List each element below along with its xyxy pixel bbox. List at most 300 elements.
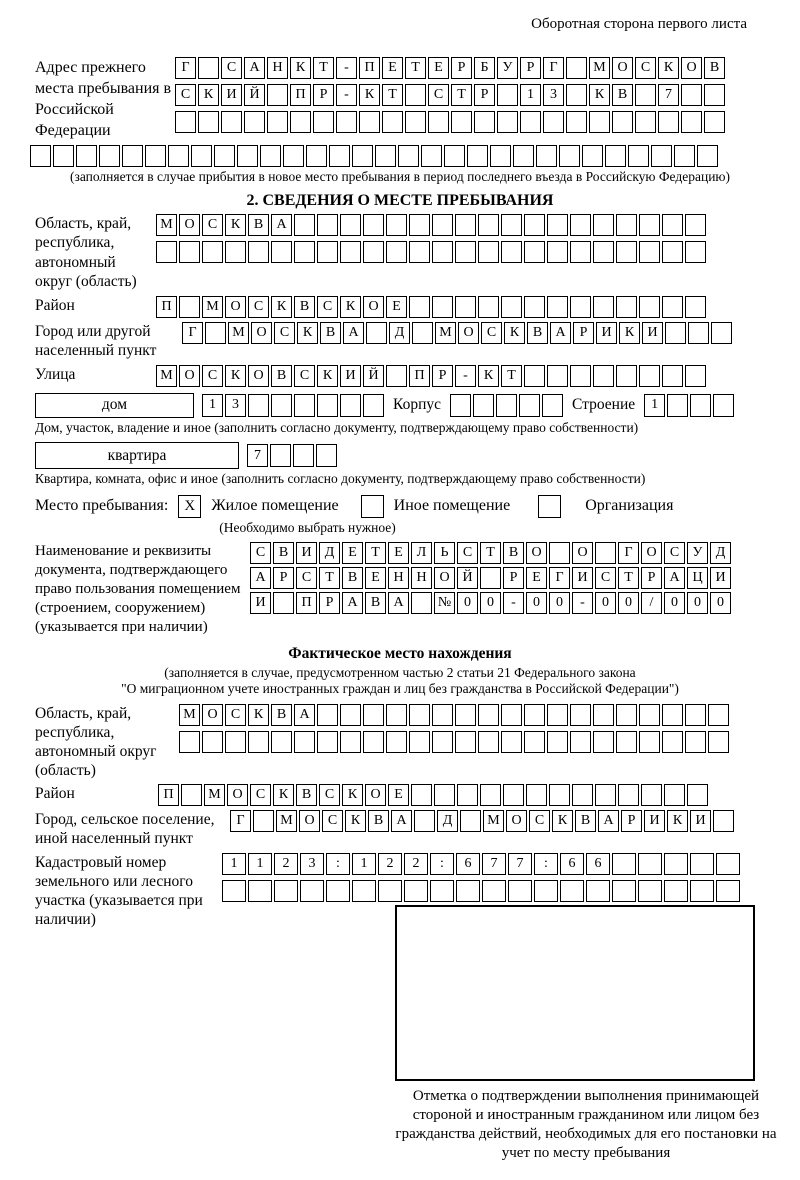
char-cell (639, 214, 660, 236)
char-cell: Д (437, 810, 458, 832)
char-cell (549, 542, 570, 564)
char-cell (363, 704, 384, 726)
char-cell (375, 145, 396, 167)
char-cell: Е (388, 784, 409, 806)
char-cell: К (589, 84, 610, 106)
house-number-cells (202, 394, 384, 417)
char-cell (685, 704, 706, 726)
char-cell (543, 111, 564, 133)
char-cell (662, 731, 683, 753)
prev-address-row-4 (30, 145, 765, 167)
char-cell (382, 111, 403, 133)
char-cell (501, 241, 522, 263)
char-cell (547, 296, 568, 318)
cadastre-row-2 (222, 880, 740, 902)
char-cell (639, 704, 660, 726)
char-cell: Ц (687, 567, 708, 589)
char-cell: С (481, 322, 502, 344)
char-cell: 0 (480, 592, 501, 614)
char-cell: И (250, 592, 271, 614)
char-cell (267, 84, 288, 106)
char-cell: 7 (482, 853, 506, 875)
char-cell: О (179, 214, 200, 236)
char-cell (618, 784, 639, 806)
char-cell: С (250, 542, 271, 564)
char-cell (559, 145, 580, 167)
region-row-2 (156, 241, 706, 263)
char-cell (685, 214, 706, 236)
char-cell (271, 394, 292, 417)
char-cell (639, 731, 660, 753)
char-cell (524, 296, 545, 318)
char-cell: : (326, 853, 350, 875)
char-cell (409, 241, 430, 263)
char-cell (658, 111, 679, 133)
char-cell (198, 111, 219, 133)
char-cell (480, 784, 501, 806)
char-cell: И (596, 322, 617, 344)
char-cell (386, 241, 407, 263)
char-cell (317, 214, 338, 236)
char-cell (628, 145, 649, 167)
char-cell (589, 111, 610, 133)
char-cell (635, 111, 656, 133)
char-cell (708, 731, 729, 753)
char-cell (428, 111, 449, 133)
char-cell: М (156, 365, 177, 387)
char-cell (329, 145, 350, 167)
char-cell: О (251, 322, 272, 344)
char-cell (662, 365, 683, 387)
char-cell (508, 880, 532, 902)
char-cell (612, 111, 633, 133)
char-cell: К (297, 322, 318, 344)
char-cell: О (572, 542, 593, 564)
char-cell: К (271, 296, 292, 318)
char-cell: А (250, 567, 271, 589)
cadastre-label: Кадастровый номер земельного или лесного участка (указывается при наличии) (35, 853, 203, 928)
char-cell: О (363, 296, 384, 318)
char-cell: К (340, 296, 361, 318)
char-cell (536, 145, 557, 167)
char-cell: А (664, 567, 685, 589)
char-cell: К (342, 784, 363, 806)
char-cell (572, 784, 593, 806)
char-cell: - (455, 365, 476, 387)
char-cell (271, 731, 292, 753)
char-cell (616, 365, 637, 387)
char-cell (248, 394, 269, 417)
char-cell (434, 784, 455, 806)
char-cell: 0 (664, 592, 685, 614)
char-cell (451, 111, 472, 133)
char-cell (704, 111, 725, 133)
char-cell: К (667, 810, 688, 832)
char-cell: К (225, 214, 246, 236)
char-cell: Г (543, 57, 564, 79)
char-cell (612, 880, 636, 902)
char-cell: М (202, 296, 223, 318)
char-cell (225, 731, 246, 753)
char-cell (156, 241, 177, 263)
char-cell: С (296, 567, 317, 589)
district-field (35, 296, 765, 318)
char-cell (639, 365, 660, 387)
char-cell (386, 731, 407, 753)
stay-option-residential-checkbox: X (178, 495, 201, 518)
char-cell: М (435, 322, 456, 344)
char-cell: С (248, 296, 269, 318)
char-cell (685, 241, 706, 263)
char-cell: А (391, 810, 412, 832)
char-cell: 1 (202, 394, 223, 417)
char-cell: Т (451, 84, 472, 106)
char-cell: К (273, 784, 294, 806)
stay-place-note: (Необходимо выбрать нужное) (219, 519, 396, 535)
char-cell (313, 111, 334, 133)
prev-address-note: (заполняется в случае прибытия в новое место пребывания в период последнего въезда в Российскую Федерацию) (69, 169, 731, 184)
char-cell: - (336, 57, 357, 79)
region-row-1 (156, 214, 706, 236)
char-cell (456, 880, 480, 902)
char-cell: Д (319, 542, 340, 564)
char-cell: В (503, 542, 524, 564)
stamp-area (385, 905, 787, 1163)
char-cell: С (274, 322, 295, 344)
char-cell (294, 394, 315, 417)
char-cell: О (179, 365, 200, 387)
char-cell: С (457, 542, 478, 564)
char-cell: А (342, 592, 363, 614)
char-cell (713, 810, 734, 832)
actual-region-rows (179, 704, 729, 753)
char-cell: С (529, 810, 550, 832)
char-cell: Р (474, 84, 495, 106)
char-cell (704, 84, 725, 106)
char-cell: С (635, 57, 656, 79)
actual-region-row-1 (179, 704, 729, 726)
actual-city-field (35, 810, 765, 849)
char-cell (474, 111, 495, 133)
char-cell (455, 704, 476, 726)
stay-option-organization-label: Организация (585, 497, 674, 514)
char-cell: Т (405, 57, 426, 79)
char-cell (685, 296, 706, 318)
char-cell: О (641, 542, 662, 564)
char-cell: № (434, 592, 455, 614)
char-cell (497, 111, 518, 133)
char-cell: 6 (586, 853, 610, 875)
char-cell (414, 810, 435, 832)
char-cell (664, 880, 688, 902)
document-label: Наименование и реквизиты документа, подтверждающего право пользования помещением (строением, сооружением) (указывается при наличии) (35, 542, 241, 635)
char-cell: : (430, 853, 454, 875)
char-cell: И (221, 84, 242, 106)
document-row-2 (250, 567, 731, 589)
char-cell (248, 731, 269, 753)
region-rows (156, 214, 706, 263)
char-cell (378, 880, 402, 902)
char-cell: К (225, 365, 246, 387)
char-cell: Е (526, 567, 547, 589)
char-cell: С (664, 542, 685, 564)
char-cell (467, 145, 488, 167)
korpus-cells (450, 394, 563, 417)
char-cell (612, 853, 636, 875)
char-cell: 3 (225, 394, 246, 417)
char-cell (690, 880, 714, 902)
document-field (35, 542, 765, 637)
char-cell: В (368, 810, 389, 832)
char-cell: В (273, 542, 294, 564)
actual-district-label: Район (35, 784, 75, 802)
char-cell (593, 365, 614, 387)
char-cell (191, 145, 212, 167)
char-cell (570, 704, 591, 726)
actual-location-note-1: (заполняется в случае, предусмотренном частью 2 статьи 21 Федерального закона (164, 664, 636, 680)
char-cell (432, 704, 453, 726)
char-cell: Г (182, 322, 203, 344)
char-cell: Р (313, 84, 334, 106)
stay-option-other-checkbox (361, 495, 384, 518)
char-cell: М (483, 810, 504, 832)
char-cell (326, 880, 350, 902)
char-cell (168, 145, 189, 167)
char-cell (664, 784, 685, 806)
char-cell (404, 880, 428, 902)
actual-region-row-2 (179, 731, 729, 753)
char-cell (534, 880, 558, 902)
char-cell: О (248, 365, 269, 387)
char-cell: М (589, 57, 610, 79)
char-cell: К (658, 57, 679, 79)
char-cell (205, 322, 226, 344)
char-cell: Е (428, 57, 449, 79)
char-cell: Т (480, 542, 501, 564)
char-cell: К (619, 322, 640, 344)
char-cell (457, 784, 478, 806)
char-cell (708, 704, 729, 726)
char-cell (398, 145, 419, 167)
char-cell: В (271, 365, 292, 387)
char-cell (593, 241, 614, 263)
char-cell (524, 731, 545, 753)
char-cell: 7 (508, 853, 532, 875)
char-cell (432, 214, 453, 236)
char-cell: 3 (300, 853, 324, 875)
char-cell: / (641, 592, 662, 614)
street-row (156, 365, 706, 387)
prev-address-row-3 (175, 111, 725, 133)
document-row-1 (250, 542, 731, 564)
char-cell (294, 241, 315, 263)
char-cell: 0 (457, 592, 478, 614)
char-cell (340, 731, 361, 753)
char-cell (478, 241, 499, 263)
actual-city-label: Город, сельское поселение, иной населенный пункт (35, 810, 215, 847)
char-cell (687, 784, 708, 806)
document-rows (250, 542, 731, 614)
char-cell: К (317, 365, 338, 387)
char-cell: В (294, 296, 315, 318)
char-cell (455, 214, 476, 236)
char-cell (547, 365, 568, 387)
char-cell: В (365, 592, 386, 614)
char-cell (412, 322, 433, 344)
char-cell: У (497, 57, 518, 79)
char-cell: Е (342, 542, 363, 564)
stay-place-line (35, 495, 765, 518)
char-cell (674, 145, 695, 167)
char-cell: - (572, 592, 593, 614)
char-cell: 3 (543, 84, 564, 106)
char-cell: А (343, 322, 364, 344)
char-cell (306, 145, 327, 167)
char-cell: В (342, 567, 363, 589)
district-label: Район (35, 296, 75, 314)
char-cell (662, 296, 683, 318)
char-cell: В (248, 214, 269, 236)
char-cell (685, 731, 706, 753)
char-cell (490, 145, 511, 167)
char-cell: - (503, 592, 524, 614)
char-cell: А (388, 592, 409, 614)
char-cell: Д (389, 322, 410, 344)
char-cell (547, 731, 568, 753)
char-cell (409, 296, 430, 318)
char-cell (202, 731, 223, 753)
char-cell (283, 145, 304, 167)
char-cell (409, 731, 430, 753)
char-cell: А (294, 704, 315, 726)
char-cell (405, 84, 426, 106)
char-cell (222, 880, 246, 902)
char-cell (432, 241, 453, 263)
char-cell (716, 853, 740, 875)
char-cell: О (434, 567, 455, 589)
char-cell: О (299, 810, 320, 832)
street-field (35, 365, 765, 387)
prev-address-rows (175, 57, 725, 133)
char-cell: - (336, 84, 357, 106)
char-cell (478, 704, 499, 726)
char-cell: 2 (274, 853, 298, 875)
char-cell (202, 241, 223, 263)
char-cell (455, 731, 476, 753)
char-cell: К (198, 84, 219, 106)
char-cell (340, 241, 361, 263)
char-cell (317, 241, 338, 263)
city-label: Город или другой населенный пункт (35, 322, 157, 359)
char-cell (638, 853, 662, 875)
prev-address-label: Адрес прежнего места пребывания в Российской Федерации (35, 59, 172, 139)
char-cell: Р (451, 57, 472, 79)
actual-city-row (230, 810, 734, 832)
char-cell (570, 365, 591, 387)
char-cell: Е (388, 542, 409, 564)
char-cell: 1 (520, 84, 541, 106)
apartment-line (35, 442, 765, 469)
prev-address-field (35, 57, 765, 141)
char-cell: 0 (710, 592, 731, 614)
char-cell: 0 (618, 592, 639, 614)
char-cell (430, 880, 454, 902)
char-cell (473, 394, 494, 417)
char-cell (681, 111, 702, 133)
char-cell: С (221, 57, 242, 79)
char-cell: О (526, 542, 547, 564)
char-cell (271, 241, 292, 263)
char-cell: Р (573, 322, 594, 344)
char-cell: 1 (644, 394, 665, 417)
char-cell: М (276, 810, 297, 832)
char-cell: Р (273, 567, 294, 589)
actual-location-title: Фактическое место нахождения (288, 644, 512, 662)
char-cell: К (290, 57, 311, 79)
char-cell: М (156, 214, 177, 236)
char-cell (53, 145, 74, 167)
char-cell (667, 394, 688, 417)
char-cell (253, 810, 274, 832)
char-cell (595, 784, 616, 806)
char-cell: 6 (560, 853, 584, 875)
char-cell (713, 394, 734, 417)
char-cell: О (681, 57, 702, 79)
char-cell (641, 784, 662, 806)
char-cell (482, 880, 506, 902)
char-cell: Р (520, 57, 541, 79)
char-cell (386, 704, 407, 726)
char-cell: К (345, 810, 366, 832)
char-cell (179, 296, 200, 318)
char-cell (549, 784, 570, 806)
char-cell: Й (244, 84, 265, 106)
apartment-box-label: квартира (35, 442, 239, 469)
char-cell (405, 111, 426, 133)
char-cell (260, 145, 281, 167)
char-cell (444, 145, 465, 167)
char-cell (542, 394, 563, 417)
char-cell (421, 145, 442, 167)
char-cell (690, 394, 711, 417)
stamp-caption: Отметка о подтверждении выполнения принимающей стороной и иностранным гражданином или лицом без гражданства действий, необходимых для его постановки на учет по месту пребывания (395, 1087, 777, 1161)
char-cell: Р (641, 567, 662, 589)
char-cell (616, 731, 637, 753)
char-cell: О (227, 784, 248, 806)
char-cell: О (202, 704, 223, 726)
char-cell (519, 394, 540, 417)
char-cell: У (687, 542, 708, 564)
char-cell (497, 84, 518, 106)
char-cell (605, 145, 626, 167)
char-cell: Р (621, 810, 642, 832)
char-cell (300, 880, 324, 902)
char-cell: М (179, 704, 200, 726)
char-cell (478, 731, 499, 753)
char-cell (635, 84, 656, 106)
char-cell (478, 214, 499, 236)
char-cell: 2 (404, 853, 428, 875)
char-cell (665, 322, 686, 344)
stroenie-cells (644, 394, 734, 417)
char-cell: И (340, 365, 361, 387)
char-cell: Т (313, 57, 334, 79)
char-cell (560, 880, 584, 902)
char-cell: П (296, 592, 317, 614)
char-cell: С (322, 810, 343, 832)
char-cell (593, 731, 614, 753)
prev-address-row-2 (175, 84, 725, 106)
